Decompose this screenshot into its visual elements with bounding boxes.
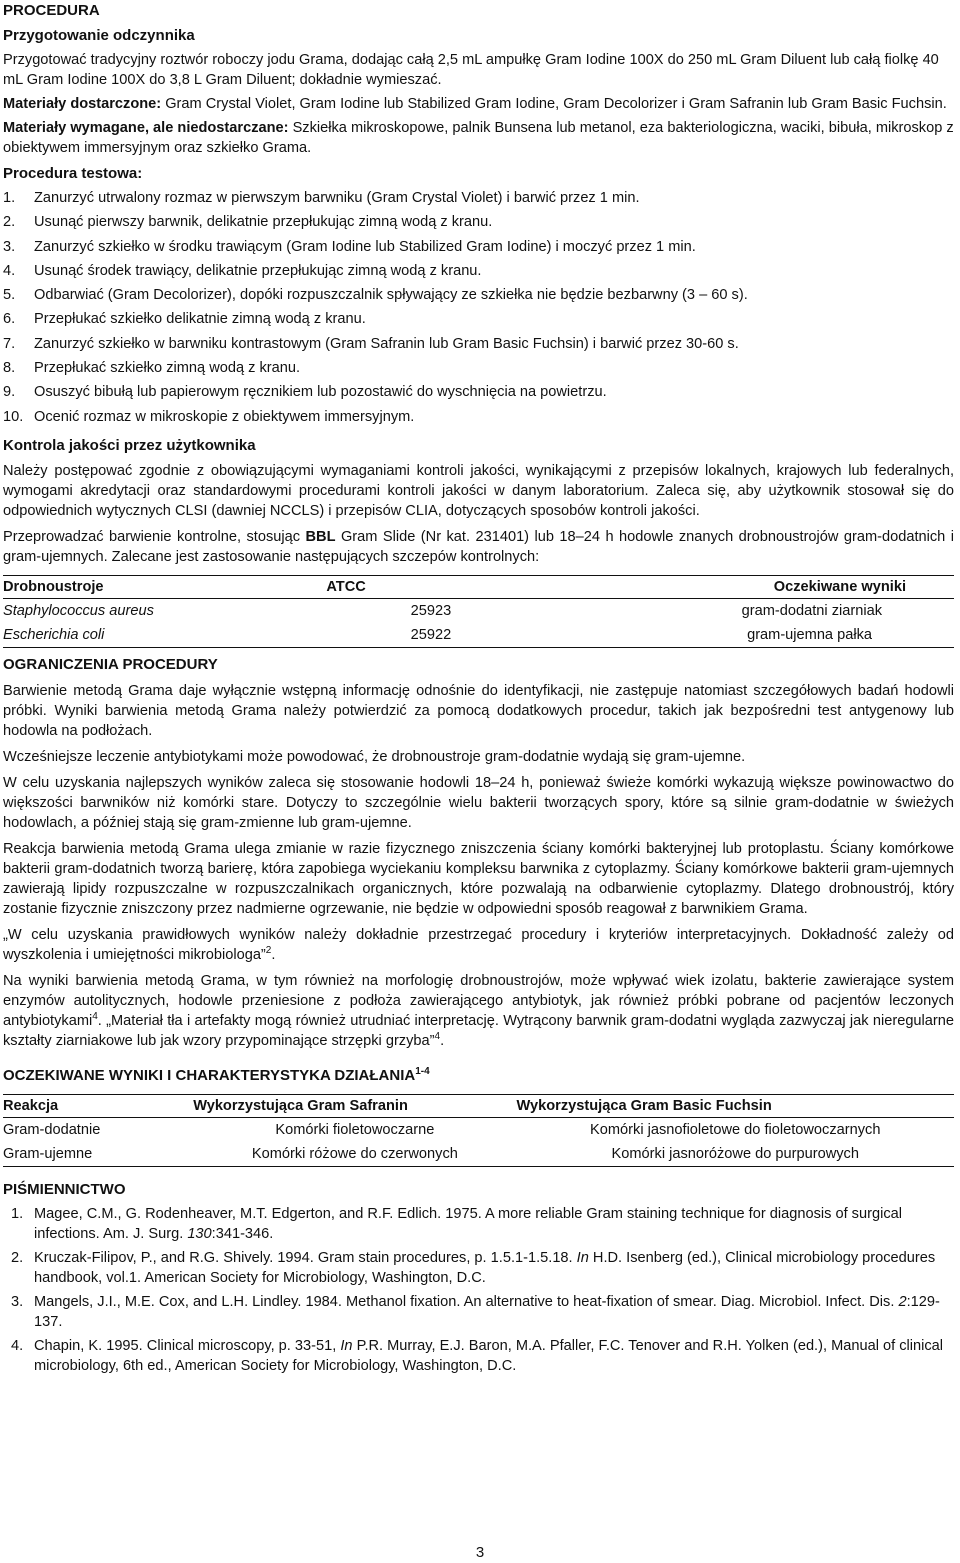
expected-heading: OCZEKIWANE WYNIKI I CHARAKTERYSTYKA DZIAŁANIA$^{1-4}$	[3, 1065, 430, 1084]
page-number: 3	[475, 1544, 485, 1561]
steps-list	[3, 186, 954, 429]
table-row: Gram-dodatnie Komórki fioletowoczarne Komórki jasnofioletowe do fioletowoczarnych	[3, 1121, 881, 1138]
qc-paragraph-1: Należy postępować zgodnie z obowiązującymi wymaganiami kontroli jakości, wynikającymi z przepisów lokalnych, krajowych lub federalnych, wymogami akredytacji oraz standardowymi procedurami kontroli jakości w danym laboratorium. Zaleca się, aby użytkownik stosował się do odpowiednich wytycznych CLSI (dawniej NCCLS) i przepisów CLIA, dotyczących sposobów kontroli jakości.	[3, 462, 954, 519]
list-item: 7. Zanurzyć szkiełko w barwniku kontrastowym (Gram Safranin lub Gram Basic Fuchsin) i barwić przez 30-60 s.	[3, 335, 739, 352]
document-page	[3, 0, 954, 1376]
supplied-label: Materiały dostarczone:	[3, 96, 162, 112]
table-row: Escherichia coli 25922 gram-ujemna pałka	[3, 626, 872, 643]
list-item: 10. Ocenić rozmaz w mikroskopie z obiektywem immersyjnym.	[3, 408, 415, 425]
header-reaction: Reakcja	[3, 1094, 193, 1117]
limits-paragraph-6: Na wyniki barwienia metodą Grama, w tym również na morfologię drobnoustrojów, może wpływać wiek izolatu, bakterie zawierające system enzymów autolitycznych, hodowle przeniesione z podłoża zawierającego antybiotyk, jak również próbki pobrane od pacjentów leczonych antybiotykami$^4$. „Materiał tła i artefakty mogą również utrudniać interpretację. Wytrącony barwnik gram-dodatni wygląda zazwyczaj jak nieregularne kształty ziarniakowe lub jak wzory przypominające strzępki grzyba”$^4$.	[3, 972, 954, 1049]
table-row: Staphylococcus aureus 25923 gram-dodatni ziarniak	[3, 602, 882, 619]
test-heading: Procedura testowa:	[3, 165, 143, 182]
header-safranin: Wykorzystująca Gram Safranin	[193, 1094, 516, 1117]
procedure-heading: PROCEDURA	[3, 2, 100, 19]
list-item: 9. Osuszyć bibułą lub papierowym ręcznikiem lub pozostawić do wyschnięcia na powietrzu.	[3, 384, 607, 401]
list-item: 4. Chapin, K. 1995. Clinical microscopy, p. 33-51, In P.R. Murray, E.J. Baron, M.A. Pfaller, F.C. Tenover and R.H. Yolken (ed.), Manual of clinical microbiology, 6th ed., American Society for Microbiology, Washington, D.C.	[11, 1337, 944, 1374]
list-item: 3. Zanurzyć szkiełko w środku trawiącym (Gram Iodine lub Stabilized Gram Iodine) i moczyć przez 1 min.	[3, 238, 696, 255]
list-item: 3. Mangels, J.I., M.E. Cox, and L.H. Lindley. 1984. Methanol fixation. An alternative to heat-fixation of smear. Diag. Microbiol. Infect. Dis. 2:129-137.	[11, 1293, 940, 1330]
prep-text: Przygotować tradycyjny roztwór roboczy jodu Grama, dodając całą 2,5 mL ampułkę Gram Iodine 100X do 250 mL Gram Diluent lub całą fiolkę 40 mL Gram Iodine 100X do 3,8 L Gram Diluent; dokładnie wymieszać.	[3, 52, 939, 88]
list-item: 1. Zanurzyć utrwalony rozmaz w pierwszym barwniku (Gram Crystal Violet) i barwić przez 1 min.	[3, 190, 640, 206]
results-table	[3, 1094, 954, 1167]
list-item: 1. Magee, C.M., G. Rodenheaver, M.T. Edgerton, and R.F. Edlich. 1975. A more reliable Gram staining technique for diagnosis of surgical infections. Am. J. Surg. 130:341-346.	[11, 1205, 902, 1242]
prep-heading: Przygotowanie odczynnika	[3, 27, 195, 44]
limits-paragraph-4: Reakcja barwienia metodą Grama ulega zmianie w razie fizycznego zniszczenia ściany komórki bakteryjnej lub protoplastu. Ściany komórkowe bakterii gram-dodatnich tworzą barierę, która zapobiega wyciekaniu kompleksu barwnika z cytoplazmy. Ściany komórkowe bakterii gram-ujemnych zawierają lipidy rozpuszczalne w rozpuszczalnikach organicznych, które pozwalają na odbarwienie cytoplazmy. Dlatego drobnoustrój, który zostanie fizycznie zniszczony przez nadmierne ogrzewanie, nie będzie w odpowiedni sposób reagował z barwnikiem Grama.	[3, 840, 954, 917]
references-list	[3, 1204, 954, 1376]
table-header-row	[3, 1094, 954, 1117]
table-header-row	[3, 575, 954, 598]
limits-paragraph-5: „W celu uzyskania prawidłowych wyników należy dokładnie przestrzegać procedury i kryteriów interpretacyjnych. Dokładność zależy od wyszkolenia i umiejętności mikrobiologa”$^2$.	[3, 926, 954, 963]
qc-table	[3, 575, 954, 648]
list-item: 4. Usunąć środek trawiący, delikatnie przepłukując zimną wodą z kranu.	[3, 262, 482, 279]
supplied-paragraph	[3, 94, 954, 114]
table-row: Gram-ujemne Komórki różowe do czerwonych Komórki jasnoróżowe do purpurowych	[3, 1145, 859, 1162]
bbl-brand: BBL	[305, 528, 336, 545]
qc-heading: Kontrola jakości przez użytkownika	[3, 436, 256, 454]
limits-paragraph-2: Wcześniejsze leczenie antybiotykami może powodować, że drobnoustroje gram-dodatnie wydają się gram-ujemne.	[3, 748, 746, 765]
supplied-text: Gram Crystal Violet, Gram Iodine lub Stabilized Gram Iodine, Gram Decolorizer i Gram Safranin lub Gram Basic Fuchsin.	[161, 96, 947, 112]
header-organisms: Drobnoustroje	[3, 575, 326, 598]
list-item: 8. Przepłukać szkiełko zimną wodą z kranu.	[3, 360, 301, 377]
qc-paragraph-2: Przeprowadzać barwienie kontrolne, stosując BBL Gram Slide (Nr kat. 231401) lub 18–24 h hodowle znanych drobnoustrojów gram-dodatnich i gram-ujemnych. Zalecane jest zastosowanie następujących szczepów kontrolnych:	[3, 528, 954, 565]
list-item: 5. Odbarwiać (Gram Decolorizer), dopóki rozpuszczalnik spływający ze szkiełka nie będzie bezbarwny (3 – 60 s).	[3, 287, 748, 304]
limits-paragraph-3: W celu uzyskania najlepszych wyników zaleca się stosowanie hodowli 18–24 h, ponieważ świeże komórki wykazują większe powinowactwo do większości barwników niż komórki stare. Dotyczy to szczególnie wielu bakterii tworzących spory, które są silnie gram-dodatnie w świeżych hodowlach, a później stają się gram-zmienne lub gram-ujemne.	[3, 774, 954, 831]
list-item: 2. Usunąć pierwszy barwnik, delikatnie przepłukując zimną wodą z kranu.	[3, 214, 493, 231]
list-item: 2. Kruczak-Filipov, P., and R.G. Shively. 1994. Gram stain procedures, p. 1.5.1-1.5.18. In H.D. Isenberg (ed.), Clinical microbiology procedures handbook, vol.1. American Society for Microbiology, Washington, D.C.	[11, 1249, 936, 1286]
header-fuchsin: Wykorzystująca Gram Basic Fuchsin	[517, 1094, 954, 1117]
header-expected: Oczekiwane wyniki	[536, 575, 954, 598]
limits-heading: OGRANICZENIA PROCEDURY	[3, 655, 218, 673]
limits-paragraph-1: Barwienie metodą Grama daje wyłącznie wstępną informację odnośnie do identyfikacji, nie zastępuje natomiast szczegółowych badań hodowli próbki. Wyniki barwienia metodą Grama należy potwierdzić za pomocą dodatkowych procedur, takich jak bezpośredni test antygenowy lub hodowla na podłożach.	[3, 682, 954, 739]
references-heading: PIŚMIENNICTWO	[3, 1180, 126, 1198]
list-item: 6. Przepłukać szkiełko delikatnie zimną wodą z kranu.	[3, 311, 366, 328]
required-paragraph	[3, 118, 954, 158]
header-atcc: ATCC	[326, 575, 535, 598]
required-label: Materiały wymagane, ale niedostarczane:	[3, 120, 289, 136]
required-text: Szkiełka mikroskopowe, palnik Bunsena lub metanol, eza bakteriologiczna, waciki, bibuła, mikroskop z obiektywem immersyjnym oraz szkiełko Grama.	[3, 120, 954, 156]
